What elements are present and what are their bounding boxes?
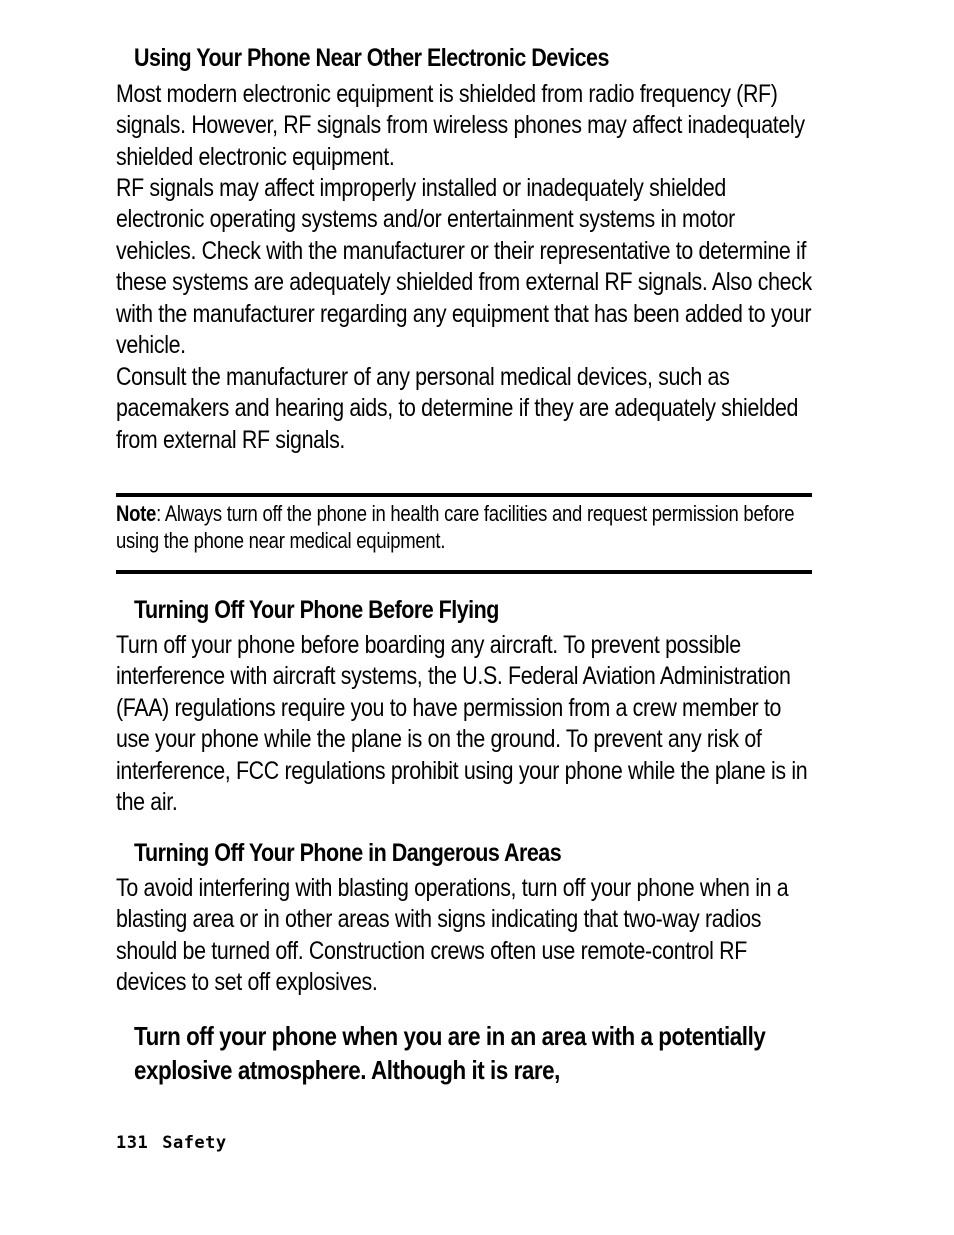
note-top-rule <box>116 493 812 497</box>
note-box <box>116 500 813 554</box>
note-label: Note <box>116 501 157 526</box>
page-footer <box>116 1133 227 1153</box>
heading-dangerous-areas: Turning Off Your Phone in Dangerous Areas <box>134 839 562 867</box>
note-text: : Always turn off the phone in health care facilities and request permission before using the phone near medical equipment. <box>116 501 795 553</box>
note-bottom-rule <box>116 570 812 574</box>
section-name: Safety <box>162 1133 227 1153</box>
page-number: 131 <box>116 1133 149 1153</box>
paragraph-flying: Turn off your phone before boarding any aircraft. To prevent possible interference with aircraft systems, the U.S. Federal Aviation Administration (FAA) regulations require you to have permission from a crew member to use your phone while the plane is on the ground. To prevent any risk of interference, FCC regulations prohibit using your phone while the plane is in the air. <box>116 631 808 817</box>
heading-flying: Turning Off Your Phone Before Flying <box>134 596 499 624</box>
heading-electronic-devices: Using Your Phone Near Other Electronic Devices <box>134 44 609 72</box>
paragraph-medical-devices: Consult the manufacturer of any personal medical devices, such as pacemakers and hearing aids, to determine if they are adequately shielded from external RF signals. <box>116 363 799 454</box>
paragraph-blasting: To avoid interfering with blasting operations, turn off your phone when in a blasting area or in other areas with signs indicating that two-way radios should be turned off. Construction crews often use remote-control RF devices to set off explosives. <box>116 874 789 997</box>
paragraph-vehicle-systems: RF signals may affect improperly installed or inadequately shielded electronic operating systems and/or entertainment systems in motor vehicles. Check with the manufacturer or their representative to determine if these systems are adequately shielded from external RF signals. Also check with the manufacturer regarding any equipment that has been added to your vehicle. <box>116 174 812 360</box>
explosive-atmosphere-warning: Turn off your phone when you are in an area with a potentially explosive atmosphere. Although it is rare, <box>134 1021 766 1085</box>
paragraph-shielding: Most modern electronic equipment is shielded from radio frequency (RF) signals. However, RF signals from wireless phones may affect inadequately shielded electronic equipment. <box>116 80 805 171</box>
